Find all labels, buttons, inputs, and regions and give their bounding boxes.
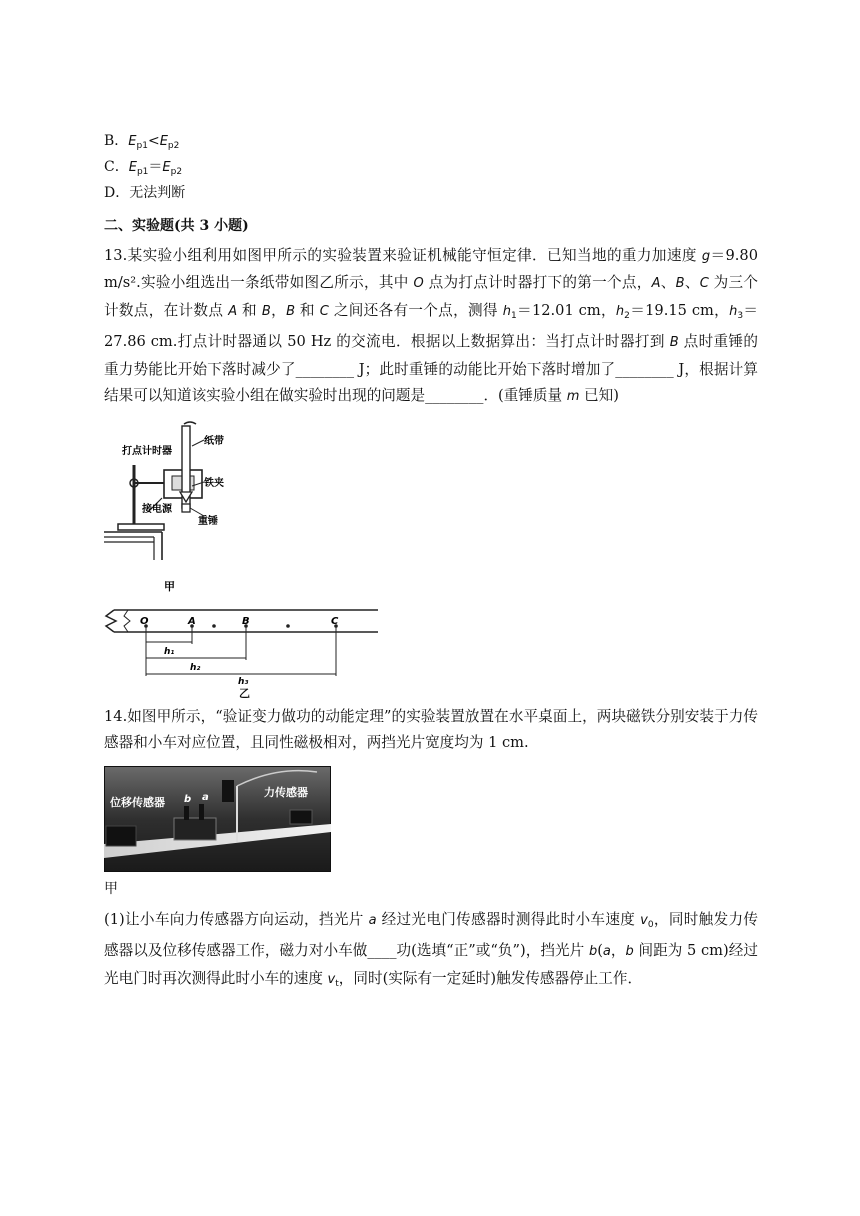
caption-photo-jia: 甲 bbox=[104, 881, 118, 897]
tape-diagram bbox=[100, 604, 382, 688]
tape-torn-end bbox=[106, 610, 116, 632]
label-b: B bbox=[242, 616, 250, 627]
label-timer: 打点计时器 bbox=[122, 446, 172, 457]
section-title: 二、实验题(共 3 小题) bbox=[104, 218, 249, 234]
force-sensor bbox=[290, 810, 312, 824]
label-weight: 重锤 bbox=[198, 516, 218, 527]
shutter-a bbox=[199, 804, 204, 820]
stand-base bbox=[118, 524, 164, 530]
shutter-b bbox=[184, 806, 189, 820]
label-c: C bbox=[331, 616, 339, 627]
label-clip: 铁夹 bbox=[204, 478, 224, 489]
photogate bbox=[222, 780, 234, 802]
leader-line bbox=[190, 508, 204, 516]
question-13: 13.某实验小组利用如图甲所示的实验装置来验证机械能守恒定律．已知当地的重力加速度 g＝9.80 m/s².实验小组选出一条纸带如图乙所示，其中 O 点为打点计时器打下的第一个点，A、B、C 为三个计数点，在计数点 A 和 B，B 和 C 之间还各有一个点，测得 $h_1=12.01$ cm，$h_2=19.15$ cm，$h_3=27.86$ cm.打点计时器通以 50 Hz 的交流电．根据以上数据算出：当打点计时器打到 B 点时重锤的重力势能比开始下落时减少了________ J；此时重锤的动能比开始下落时增加了________ J，根据计算结果可以知道该实验小组在做实验时出现的问题是________．(重锤质量 m 已知) bbox=[104, 247, 759, 405]
label-a: A bbox=[188, 616, 196, 627]
label-tape: 纸带 bbox=[204, 436, 224, 447]
label-displacement-sensor: 位移传感器 bbox=[110, 796, 165, 809]
label-power: 接电源 bbox=[142, 504, 172, 515]
label-h1: h₁ bbox=[164, 647, 175, 657]
label-a: a bbox=[202, 792, 209, 803]
displacement-sensor bbox=[106, 826, 136, 846]
tape-fold bbox=[124, 610, 130, 632]
label-o: O bbox=[140, 616, 149, 627]
caption-jia: 甲 bbox=[164, 580, 175, 593]
apparatus-diagram bbox=[104, 420, 244, 595]
caption-yi: 乙 bbox=[239, 687, 250, 700]
leader-line bbox=[192, 440, 204, 446]
label-h3: h₃ bbox=[238, 677, 249, 687]
option-d: D．无法判断 bbox=[104, 185, 186, 201]
apparatus-photo bbox=[104, 766, 331, 872]
weight bbox=[182, 504, 190, 512]
dot-between-ab bbox=[212, 624, 216, 628]
label-h2: h₂ bbox=[190, 663, 201, 673]
dot-between-bc bbox=[286, 624, 290, 628]
cart bbox=[174, 818, 216, 840]
tape-clip bbox=[184, 422, 196, 424]
question-14-part-1: (1)让小车向力传感器方向运动，挡光片 a 经过光电门传感器时测得此时小车速度 $v_0$，同时触发力传感器以及位移传感器工作，磁力对小车做____功(选填“正”或“负”)，挡光片 b(a，b 间距为 5 cm)经过光电门时再次测得此时小车的速度 $v_t$，同时(实际有一定延时)触发传感器停止工作． bbox=[104, 911, 758, 989]
label-b: b bbox=[184, 794, 192, 805]
label-force-sensor: 力传感器 bbox=[264, 786, 308, 799]
question-14: 14.如图甲所示，“验证变力做功的动能定理”的实验装置放置在水平桌面上，两块磁铁分别安装于力传感器和小车对应位置，且同性磁极相对，两挡光片宽度均为 1 cm. bbox=[104, 708, 758, 752]
option-b: B．$E_{p1}<E_{p2}$ bbox=[104, 133, 180, 151]
option-c: C．$E_{p1}=E_{p2}$ bbox=[104, 159, 183, 177]
